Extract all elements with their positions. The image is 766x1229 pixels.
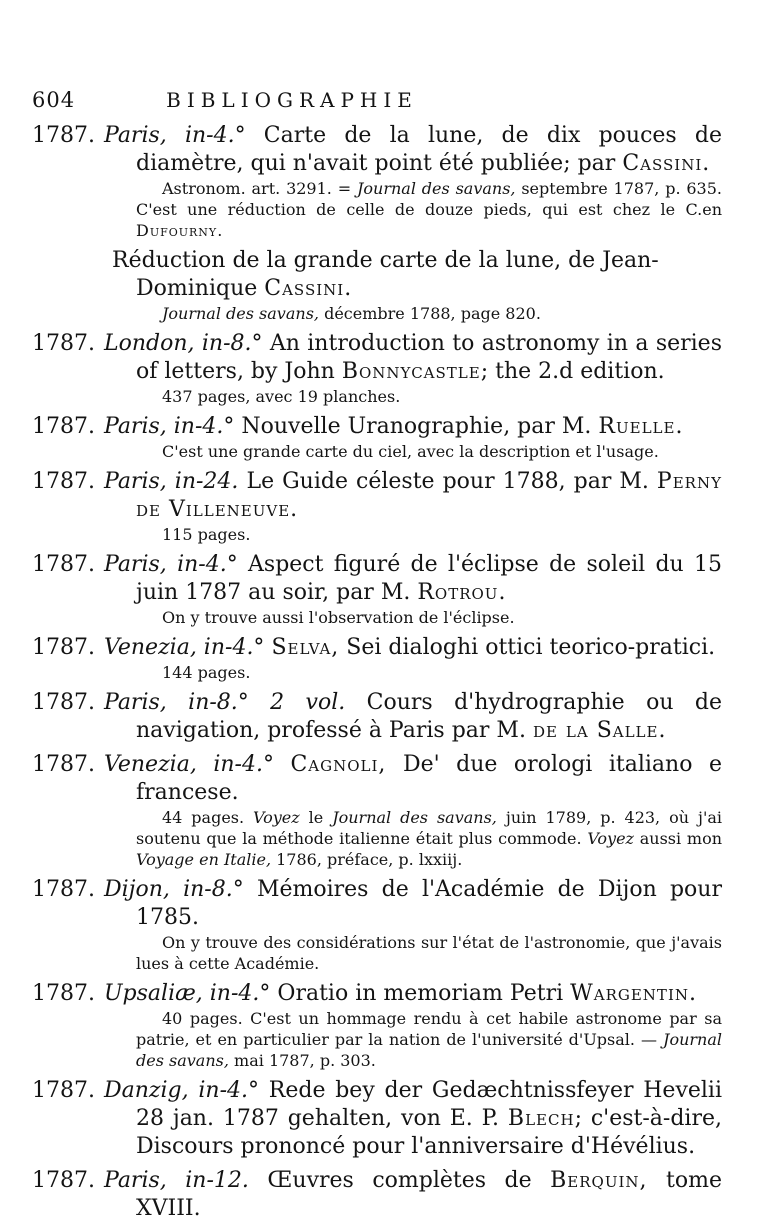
text-fragment: Venezia, in-4.° bbox=[104, 752, 274, 777]
text-fragment: Rotrou. bbox=[417, 580, 507, 605]
entry-note bbox=[32, 807, 722, 870]
text-fragment: Astronom. art. 3291. = bbox=[162, 179, 357, 198]
text-fragment: Dijon, in-8.° bbox=[104, 877, 244, 902]
text-fragment: Dufourny. bbox=[136, 221, 224, 240]
entry-line bbox=[32, 330, 722, 386]
text-fragment: 1787. bbox=[32, 414, 95, 439]
entry-3 bbox=[32, 413, 722, 462]
text-fragment: le bbox=[299, 808, 333, 827]
text-fragment: Paris, in-12. bbox=[104, 1168, 249, 1193]
entry-note: 115 pages. bbox=[162, 525, 251, 544]
text-fragment: Perny de Villeneuve. bbox=[136, 469, 722, 522]
entry-text: Carte de la lune, de dix pouces de diamètre, qui n'avait point été publiée; par bbox=[136, 123, 722, 176]
text-fragment: Cagnoli, bbox=[290, 752, 387, 777]
entry-note: On y trouve aussi l'observation de l'éclipse. bbox=[162, 608, 515, 627]
text-fragment: Paris, in-4.° bbox=[104, 552, 238, 577]
text-fragment: septembre 1787, p. 635. C'est une réduction de celle de douze pieds, qui est chez le C.en bbox=[136, 179, 723, 219]
text-fragment: 1787. bbox=[32, 1168, 95, 1193]
text-fragment: Voyez bbox=[253, 808, 300, 827]
text-fragment: Paris, in-4.° bbox=[104, 414, 235, 439]
sub-entry-author: Cassini. bbox=[264, 276, 353, 301]
entry-line bbox=[32, 1077, 722, 1161]
text-fragment: 1787. bbox=[32, 331, 95, 356]
entry-line bbox=[32, 876, 722, 932]
text-fragment: 1787. bbox=[32, 877, 95, 902]
entry-1-sub bbox=[32, 247, 722, 324]
entry-11 bbox=[32, 1077, 722, 1161]
text-fragment: Upsaliæ, in-4.° bbox=[104, 981, 271, 1006]
page-number: 604 bbox=[32, 88, 76, 112]
text-fragment: 1787. bbox=[32, 635, 95, 660]
text-fragment: Journal des savans, bbox=[162, 304, 319, 323]
entry-note bbox=[32, 1008, 722, 1071]
text-fragment: 1787. bbox=[32, 981, 95, 1006]
text-fragment: Journal des savans, bbox=[356, 179, 516, 198]
entry-5 bbox=[32, 551, 722, 628]
text-fragment: Nouvelle Uranographie, par M. bbox=[241, 414, 592, 439]
text-fragment: Journal des savans, bbox=[332, 808, 497, 827]
text-fragment: Mémoires de l'Académie de Dijon pour 1785. bbox=[136, 877, 722, 930]
text-fragment: aussi mon bbox=[633, 829, 723, 848]
text-fragment: Ruelle. bbox=[598, 414, 684, 439]
text-fragment: Voyage en Italie, bbox=[136, 850, 272, 869]
text-fragment: Paris, in-24. bbox=[104, 469, 239, 494]
text-fragment: ; the 2.d edition. bbox=[480, 359, 665, 384]
text-fragment: An introduction to astronomy in a series of letters, by John bbox=[136, 331, 722, 384]
bibliography-body bbox=[32, 122, 722, 1229]
entry-note: 144 pages. bbox=[162, 663, 251, 682]
sub-entry-text: Réduction de la grande carte de la lune, de Jean-Dominique bbox=[112, 248, 659, 301]
text-fragment: Le Guide céleste pour 1788, par M. bbox=[246, 469, 649, 494]
text-fragment: Œuvres complètes de bbox=[267, 1168, 532, 1193]
entry-author: Cassini. bbox=[622, 151, 711, 176]
text-fragment: Berquin, bbox=[550, 1168, 648, 1193]
text-fragment: Rede bey der Gedæchtnissfeyer Hevelii 28 jan. 1787 gehalten, von E. P. bbox=[136, 1078, 723, 1131]
entry-line bbox=[32, 551, 722, 607]
entry-note: On y trouve des considérations sur l'état de l'astronomie, que j'avais lues à cette Académie. bbox=[136, 933, 722, 973]
text-fragment: Blech bbox=[507, 1106, 575, 1131]
running-head bbox=[32, 88, 732, 116]
text-fragment: 1787. bbox=[32, 1078, 95, 1103]
entry-year: 1787. bbox=[32, 123, 95, 148]
entry-place: Paris, in-4.° bbox=[104, 123, 246, 148]
entry-line bbox=[32, 980, 722, 1008]
text-fragment: 1787. bbox=[32, 469, 95, 494]
text-fragment: 40 pages. C'est un hommage rendu à cet habile astronome par sa patrie, et en particulier par la nation de l'université d'Upsal. — bbox=[136, 1009, 722, 1049]
entry-9 bbox=[32, 876, 722, 974]
entry-line bbox=[32, 689, 722, 745]
text-fragment: Danzig, in-4.° bbox=[104, 1078, 260, 1103]
text-fragment: 1786, préface, p. lxxiij. bbox=[271, 850, 463, 869]
entry-line bbox=[32, 413, 722, 441]
text-fragment: Venezia, in-4.° bbox=[104, 635, 265, 660]
text-fragment: Paris, in-8.° 2 vol. bbox=[104, 690, 346, 715]
entry-7 bbox=[32, 689, 722, 745]
entry-line bbox=[32, 634, 722, 662]
text-fragment: de la Salle. bbox=[532, 718, 667, 743]
text-fragment: décembre 1788, page 820. bbox=[318, 304, 541, 323]
entry-line bbox=[32, 468, 722, 524]
entry-12 bbox=[32, 1167, 722, 1223]
text-fragment: Selva, bbox=[271, 635, 340, 660]
sub-entry-note bbox=[32, 303, 722, 324]
text-fragment: mai 1787, p. 303. bbox=[228, 1051, 376, 1070]
text-fragment: Wargentin. bbox=[570, 981, 697, 1006]
text-fragment: 1787. bbox=[32, 752, 95, 777]
entry-2 bbox=[32, 330, 722, 407]
text-fragment: Voyez bbox=[587, 829, 634, 848]
entry-line bbox=[32, 247, 722, 303]
entry-line bbox=[32, 122, 722, 178]
text-fragment: 1787. bbox=[32, 690, 95, 715]
text-fragment: Journal des savans, bbox=[136, 1030, 722, 1070]
running-title: BIBLIOGRAPHIE bbox=[166, 88, 418, 112]
text-fragment: Bonnycastle bbox=[341, 359, 481, 384]
text-fragment: tome XVIII. bbox=[136, 1168, 723, 1221]
entry-10 bbox=[32, 980, 722, 1071]
text-fragment: ; c'est-à-dire, Discours prononcé pour l'anniversaire d'Hévélius. bbox=[136, 1106, 723, 1159]
text-fragment: 44 pages. bbox=[162, 808, 254, 827]
entry-note: 437 pages, avec 19 planches. bbox=[162, 387, 401, 406]
text-fragment: 1787. bbox=[32, 552, 95, 577]
entry-line bbox=[32, 751, 722, 807]
entry-1 bbox=[32, 122, 722, 241]
text-fragment: Oratio in memoriam Petri bbox=[277, 981, 564, 1006]
text-fragment: De' due orologi italiano e francese. bbox=[136, 752, 722, 805]
entry-4 bbox=[32, 468, 722, 545]
entry-8 bbox=[32, 751, 722, 870]
text-fragment: London, in-8.° bbox=[104, 331, 263, 356]
text-fragment: juin 1789, p. 423, où j'ai soutenu que la méthode italienne était plus commode. bbox=[136, 808, 722, 848]
text-fragment: Sei dialoghi ottici teorico-pratici. bbox=[346, 635, 716, 660]
text-fragment: Aspect figuré de l'éclipse de soleil du 15 juin 1787 au soir, par M. bbox=[136, 552, 723, 605]
entry-line bbox=[32, 1167, 722, 1223]
entry-note bbox=[32, 178, 722, 241]
text-fragment: Cours d'hydrographie ou de navigation, professé à Paris par M. bbox=[136, 690, 722, 743]
entry-note: C'est une grande carte du ciel, avec la description et l'usage. bbox=[162, 442, 659, 461]
entry-6 bbox=[32, 634, 722, 683]
